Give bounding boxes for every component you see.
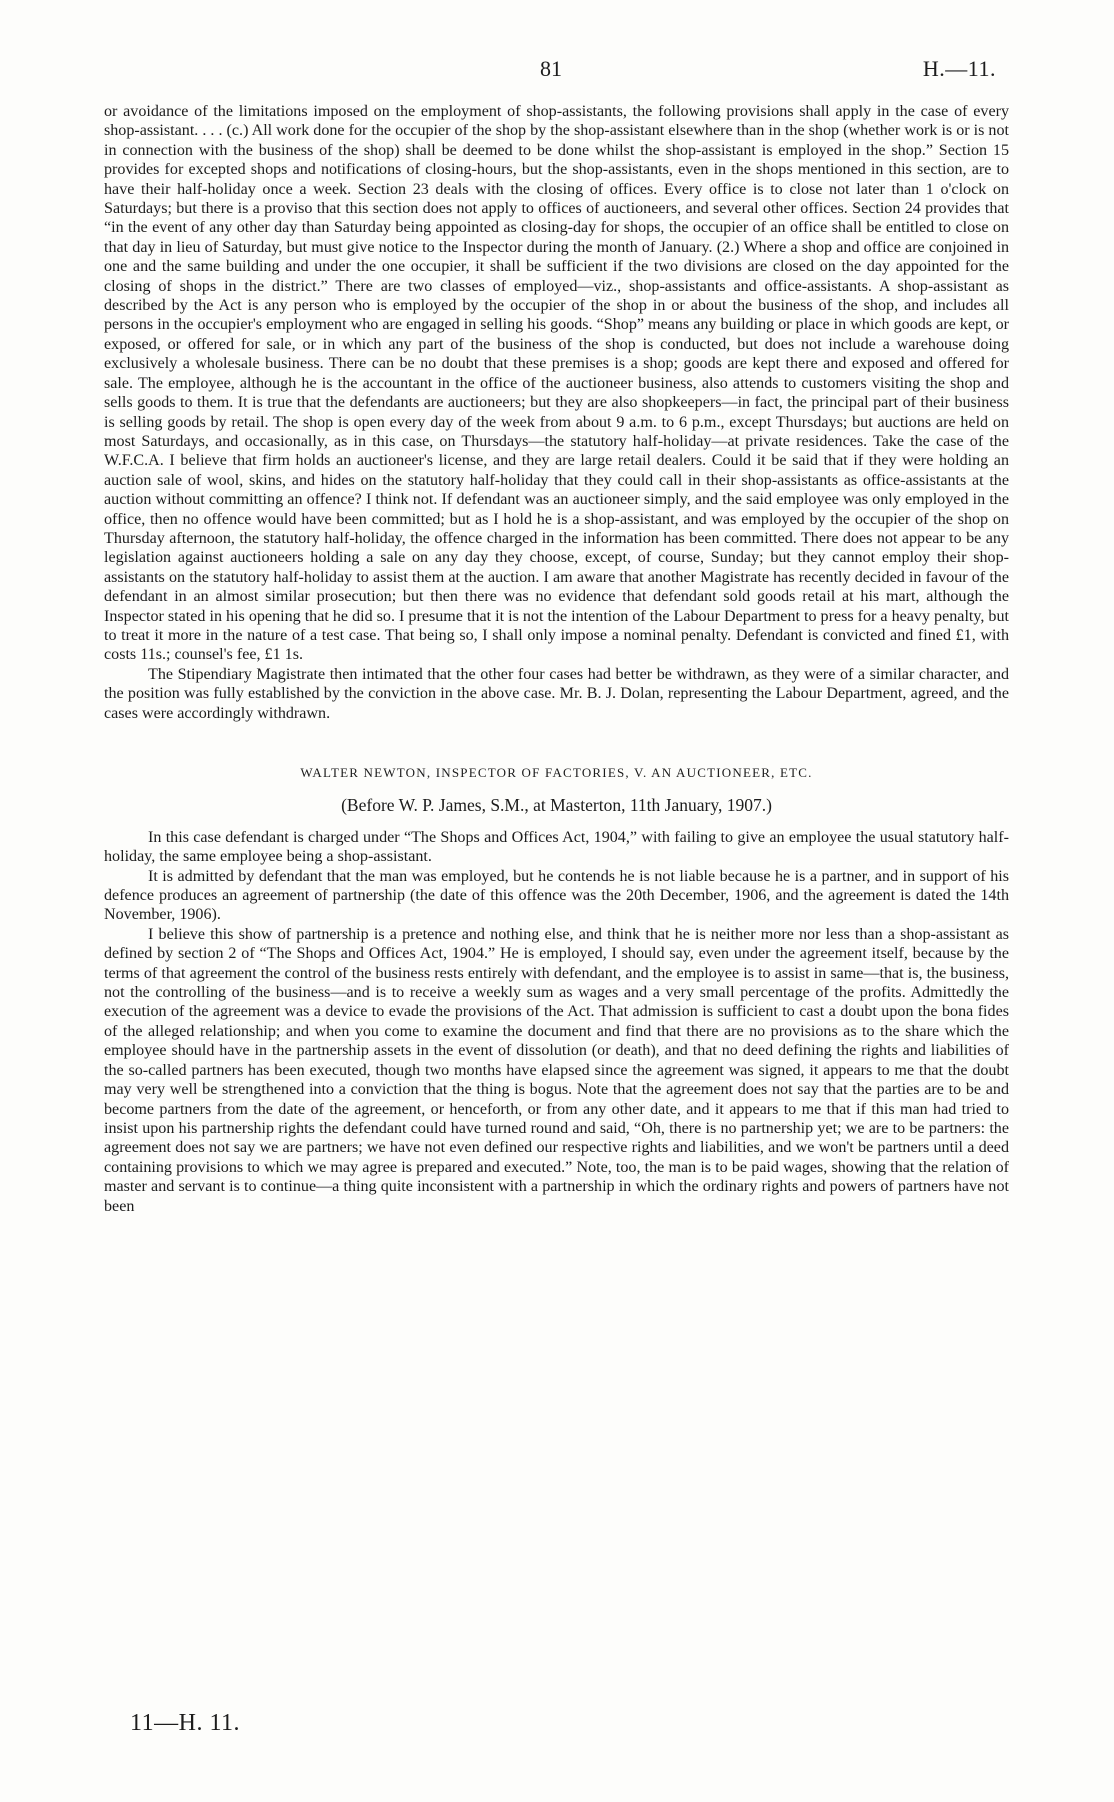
case-heading: WALTER NEWTON, INSPECTOR OF FACTORIES, V. AN AUCTIONEER, ETC. xyxy=(300,765,813,780)
page-number: 81 xyxy=(540,56,562,81)
paragraph-decision: I believe this show of partnership is a pretence and nothing else, and think that he is neither more nor less than a shop-assistant as defined by section 2 of “The Shops and Offices Act, 1904.” He is employed, I should say, even under the agreement itself, because by the terms of that agreement the control of the business rests entirely with defendant, and the employee is to assist in same—that is, the business, not the controlling of the business—and is to receive a weekly sum as wages and a very small percentage of the profits. Admittedly the execution of the agreement was a device to evade the provisions of the Act. That admission is sufficient to cast a doubt upon the bona fides of the alleged relationship; and when you come to examine the document and find that there are no provisions as to the share which the employee should have in the partnership assets in the event of dissolution (or death), and that no deed defining the rights and liabilities of the so-called partners has been executed, though two months have elapsed since the agreement was signed, it appears to me that the doubt may very well be strengthened into a conviction that the thing is bogus. Note that the agreement does not say that the parties are to be and become partners from the date of the agreement, or henceforth, or from any other date, and it appears to me that if this man had tried to insist upon his partnership rights the defendant could have turned round and said, “Oh, there is no partnership yet; we are to be partners: the agreement does not say we are partners; we have not even defined our respective rights and liabilities, and we won't be partners until a deed containing provisions to which we may agree is prepared and executed.” Note, too, the man is to be paid wages, showing that the relation of master and servant is to continue—a thing quite inconsistent with a partnership in which the ordinary rights and powers of partners have not been xyxy=(104,925,1009,1215)
signature-mark: 11—H. 11. xyxy=(130,1710,241,1736)
paragraph-admission: It is admitted by defendant that the man was employed, but he contends he is not liable because he is a partner, and in support of his defence produces an agreement of partnership (the date of this offence was the 20th December, 1906, and the agreement is dated the 14th November, 1906). xyxy=(104,867,1009,924)
body-text xyxy=(104,102,1009,1216)
paragraph-withdrawal: The Stipendiary Magistrate then intimated that the other four cases had better be withdrawn, as they were of a similar character, and the position was fully established by the conviction in the above case. Mr. B. J. Dolan, representing the Labour Department, agreed, and the cases were accordingly withdrawn. xyxy=(104,665,1009,722)
case-subheading: (Before W. P. James, S.M., at Masterton, 11th January, 1907.) xyxy=(341,795,772,816)
document-reference: H.—11. xyxy=(922,56,996,81)
paragraph-continued-judgment: or avoidance of the limitations imposed on the employment of shop-assistants, the following provisions shall apply in the case of every shop-assistant. . . . (c.) All work done for the occupier of the shop by the shop-assistant elsewhere than in the shop (whether work is or is not in connection with the business of the shop) shall be deemed to be done whilst the shop-assistant is employed in the shop.” Section 15 provides for excepted shops and notifications of closing-hours, but the shop-assistants, even in the shops mentioned in this section, are to have their half-holiday once a week. Section 23 deals with the closing of offices. Every office is to close not later than 1 o'clock on Saturdays; but there is a proviso that this section does not apply to offices of auctioneers, and several other offices. Section 24 provides that “in the event of any other day than Saturday being appointed as closing-day for shops, the occupier of an office shall be entitled to close on that day in lieu of Saturday, but must give notice to the Inspector during the month of January. (2.) Where a shop and office are conjoined in one and the same building and under the one occupier, it shall be sufficient if the two divisions are closed on the day appointed for the closing of shops in the district.” There are two classes of employed—viz., shop-assistants and office-assistants. A shop-assistant as described by the Act is any person who is employed by the occupier of the shop in or about the business of the shop, and includes all persons in the occupier's employment who are engaged in selling his goods. “Shop” means any building or place in which goods are kept, or exposed, or offered for sale, or in which any part of the business of the shop is conducted, but does not include a warehouse doing exclusively a wholesale business. There can be no doubt that these premises is a shop; goods are kept there and exposed and offered for sale. The employee, although he is the accountant in the office of the auctioneer business, also attends to customers visiting the shop and sells goods to them. It is true that the defendants are auctioneers; but they are also shopkeepers—in fact, the principal part of their business is selling goods by retail. The shop is open every day of the week from about 9 a.m. to 6 p.m., except Thursdays; but auctions are held on most Saturdays, and occasionally, as in this case, on Thursdays—the statutory half-holiday—at private residences. Take the case of the W.F.C.A. I believe that firm holds an auctioneer's license, and they are large retail dealers. Could it be said that if they were holding an auction sale of wool, skins, and hides on the statutory half-holiday that they could call in their shop-assistants as office-assistants at the auction without committing an offence? I think not. If defendant was an auctioneer simply, and the said employee was only employed in the office, then no offence would have been committed; but as I hold he is a shop-assistant, and was employed by the occupier of the shop on Thursday afternoon, the statutory half-holiday, the offence charged in the information has been committed. There does not appear to be any legislation against auctioneers holding a sale on any day they choose, except, of course, Sunday; but they cannot employ their shop-assistants on the statutory half-holiday to assist them at the auction. I am aware that another Magistrate has recently decided in favour of the defendant in an almost similar prosecution; but then there was no evidence that defendant sold goods retail at his mart, although the Inspector stated in his opening that he did so. I presume that it is not the intention of the Labour Department to press for a heavy penalty, but to treat it more in the nature of a test case. That being so, I shall only impose a nominal penalty. Defendant is convicted and fined £1, with costs 11s.; counsel's fee, £1 1s. xyxy=(104,103,1009,664)
paragraph-charge: In this case defendant is charged under “The Shops and Offices Act, 1904,” with failing to give an employee the usual statutory half-holiday, the same employee being a shop-assistant. xyxy=(104,828,1009,866)
